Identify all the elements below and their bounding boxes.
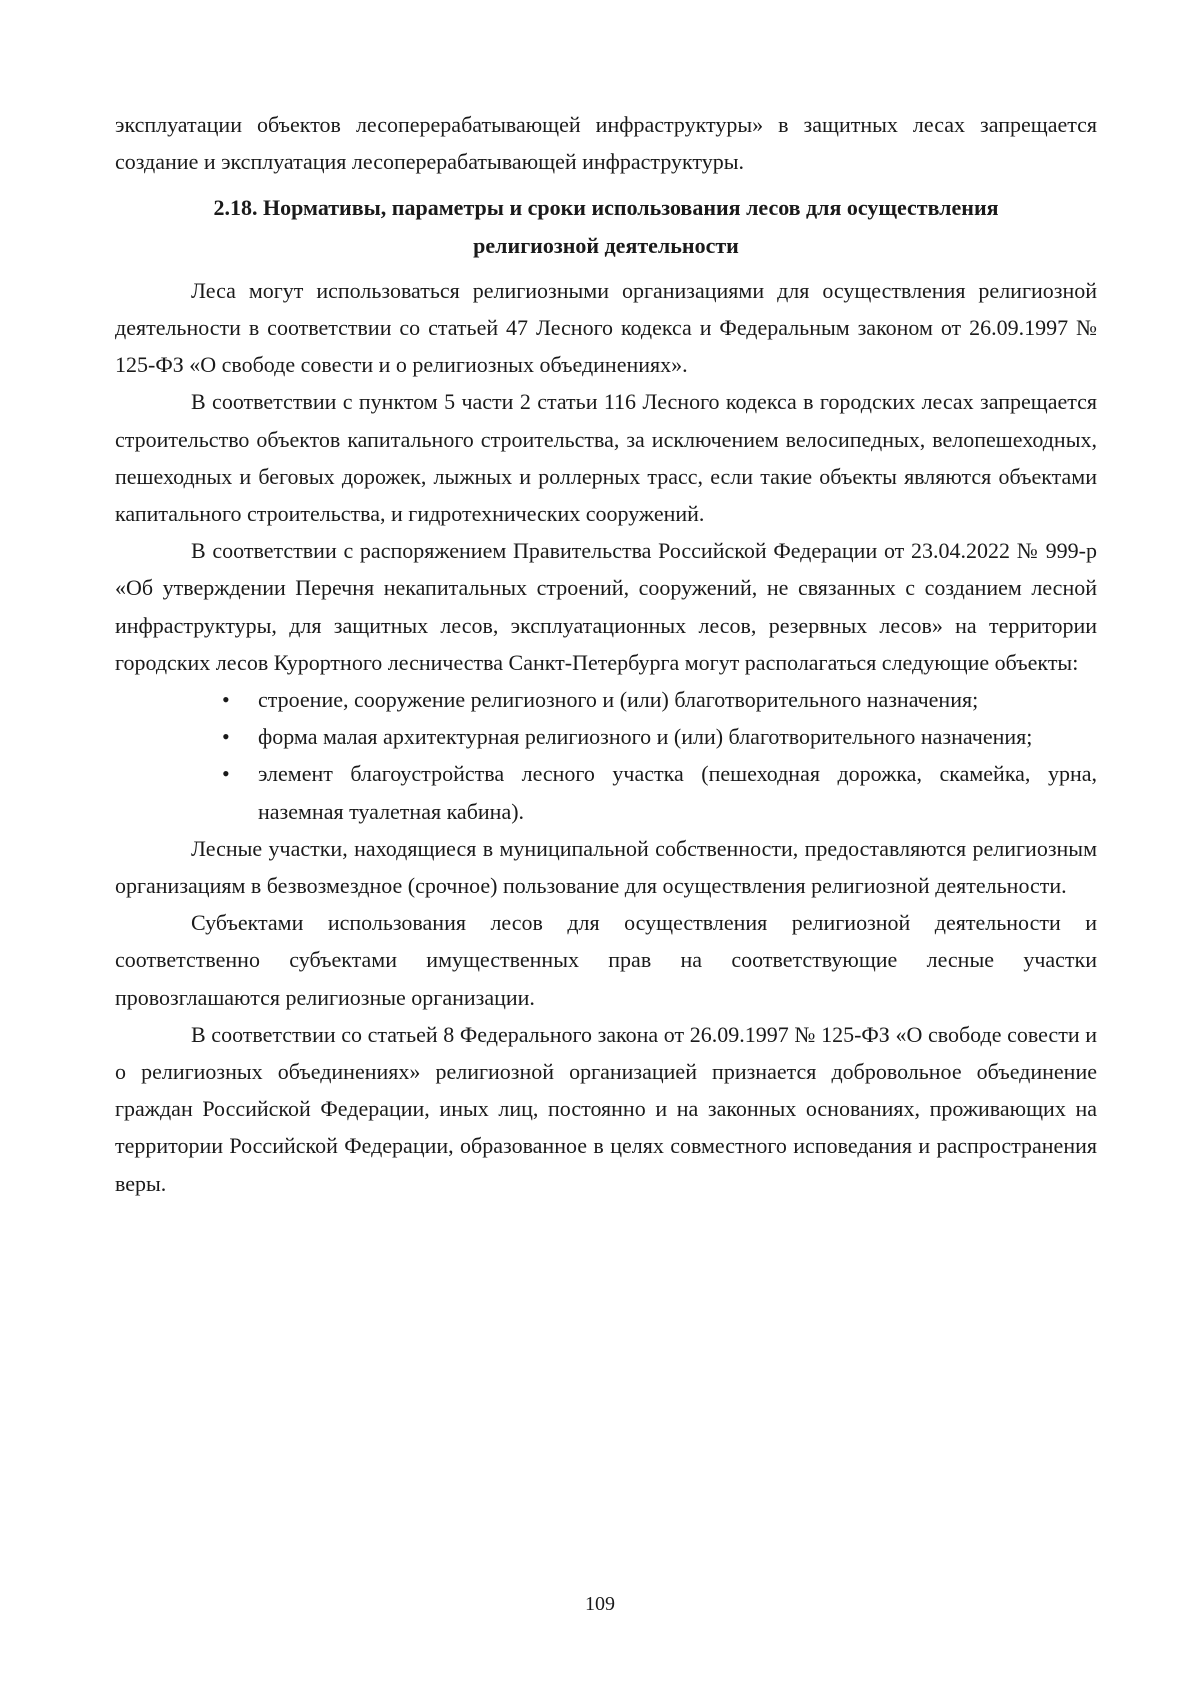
paragraph: В соответствии со статьей 8 Федерального закона от 26.09.1997 № 125-ФЗ «О свободе совести и о религиозных объединениях» религиозной организацией признается добровольное объединение граждан Российской Федерации, иных лиц, постоянно и на законных основаниях, проживающих на территории Российской Федерации, образованное в целях совместного исповедания и распространения веры. [115,1021,1097,1196]
section-title: 2.18. Нормативы, параметры и сроки использования лесов для осуществления религиозной деятельности [213,195,999,258]
list-item-text: строение, сооружение религиозного и (или) благотворительного назначения; [258,687,979,713]
paragraph: Лесные участки, находящиеся в муниципальной собственности, предоставляются религиозным организациям в безвозмездное (срочное) пользование для осуществления религиозной деятельности. [115,835,1097,899]
list-item [222,718,1097,755]
list-item [222,755,1097,829]
paragraph: Леса могут использоваться религиозными организациями для осуществления религиозной деятельности в соответствии со статьей 47 Лесного кодекса и Федеральным законом от 26.09.1997 № 125-ФЗ «О свободе совести и о религиозных объединениях». [115,277,1097,378]
paragraph: В соответствии с распоряжением Правительства Российской Федерации от 23.04.2022 № 999-р «Об утверждении Перечня некапитальных строений, сооружений, не связанных с созданием лесной инфраструктуры, для защитных лесов, эксплуатационных лесов, резервных лесов» на территории городских лесов Курортного лесничества Санкт-Петербурга могут располагаться следующие объекты: [115,538,1097,675]
paragraph: Субъектами использования лесов для осуществления религиозной деятельности и соответственно субъектами имущественных прав на соответствующие лесные участки провозглашаются религиозные организации. [115,910,1097,1010]
list-item [222,681,1097,718]
bullet-icon: • [222,687,230,713]
document-page [115,106,1097,1202]
page-number: 109 [585,1593,615,1615]
list-item-text: форма малая архитектурная религиозного и (или) благотворительного назначения; [258,724,1033,750]
continuation-paragraph: эксплуатации объектов лесоперерабатывающей инфраструктуры» в защитных лесах запрещается создание и эксплуатация лесоперерабатывающей инфраструктуры. [115,112,1097,175]
paragraph: В соответствии с пунктом 5 части 2 статьи 116 Лесного кодекса в городских лесах запрещается строительство объектов капитального строительства, за исключением велосипедных, велопешеходных, пешеходных и беговых дорожек, лыжных и роллерных трасс, если такие объекты являются объектами капитального строительства, и гидротехнических сооружений. [115,389,1097,527]
object-list [115,681,1097,830]
bullet-icon: • [222,761,230,787]
bullet-icon: • [222,724,230,750]
list-item-text: элемент благоустройства лесного участка (пешеходная дорожка, скамейка, урна, наземная туалетная кабина). [258,761,1097,824]
